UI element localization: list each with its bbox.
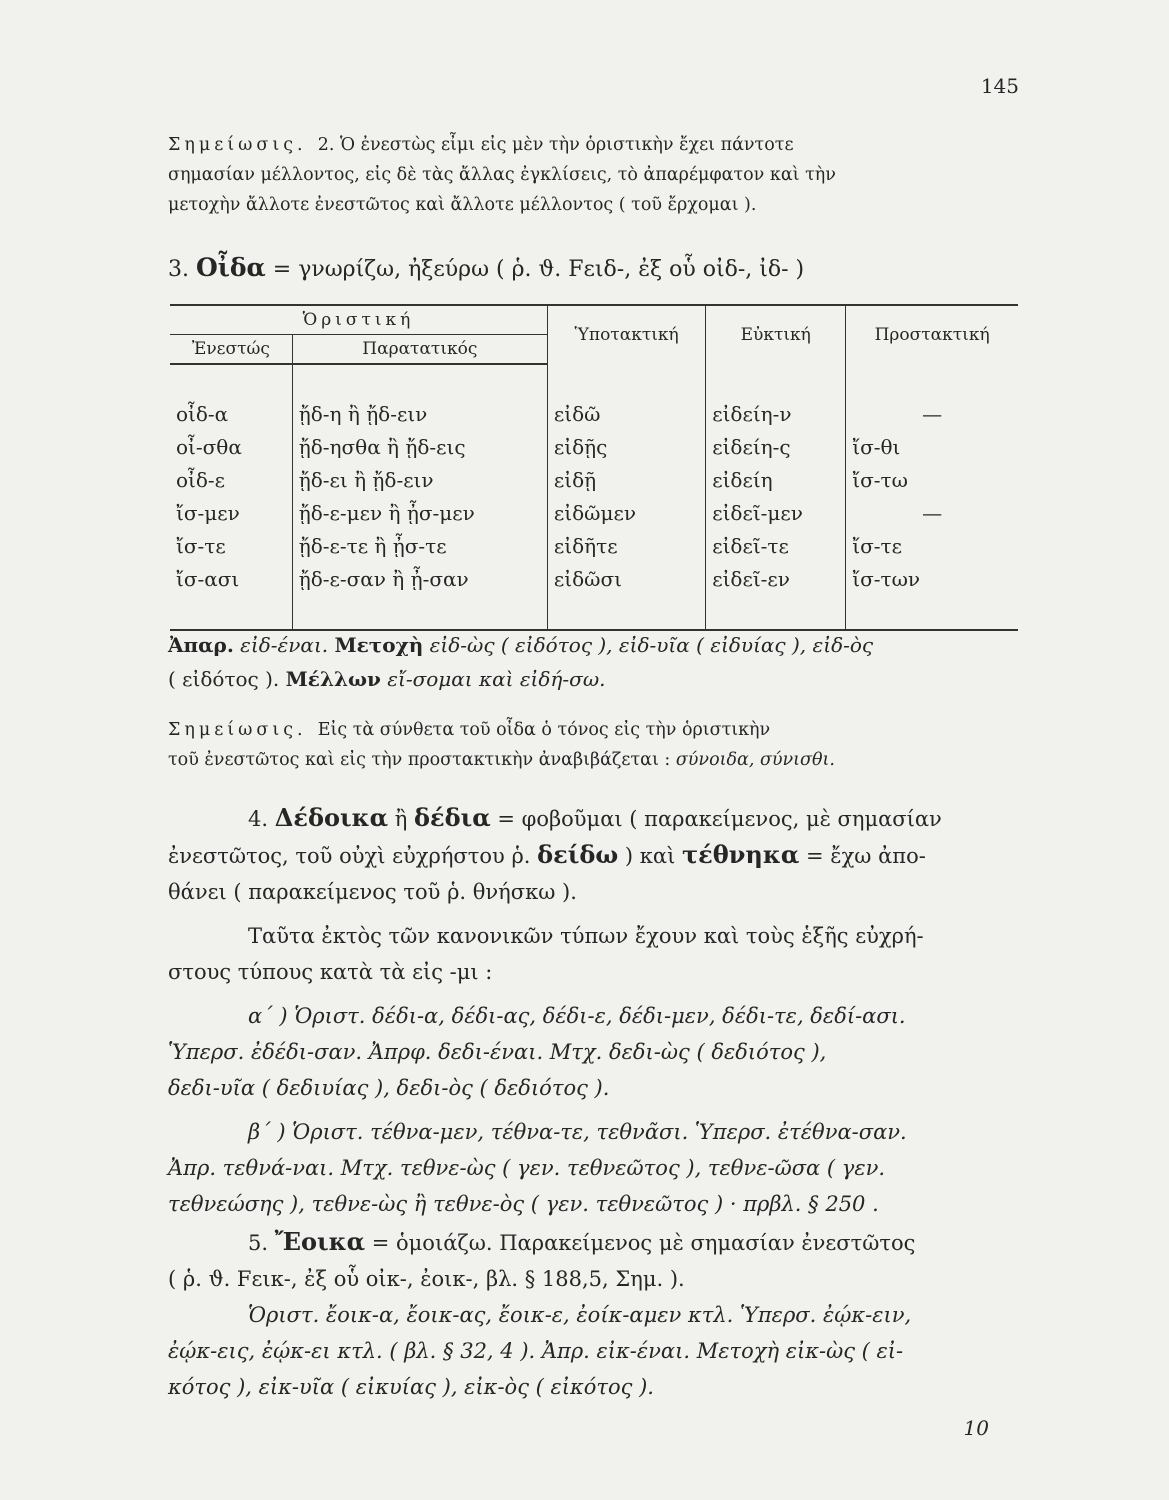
text: Ὁριστ. ἔοικ-α, ἔοικ-ας, ἔοικ-ε, ἐοίκ-αμεν κτλ. Ὑπερσ. ἐῴκ-ειν, <box>248 1303 912 1327</box>
text: ( ῥ. ϑ. Fεικ-, ἐξ οὗ οἰκ-, ἐοικ-, βλ. § 188,5, Σημ. ). <box>168 1267 685 1291</box>
section-number: 4. <box>248 807 269 831</box>
form-list-b: β΄ ) Ὁριστ. τέθνα-μεν, τέθνα-τε, τεθνᾶσι. Ὑπερσ. ἐτέθνα-σαν. <box>248 1120 907 1144</box>
table-cell: ᾔδ-ε-σαν ἢ ᾖ-σαν <box>292 563 547 596</box>
lemma: τέθνηκα <box>682 840 800 869</box>
table-cell: οἶ-σθα <box>170 431 292 464</box>
form-list-b: Ἀπρ. τεθνά-ναι. Μτχ. τεθνε-ὼς ( γεν. τεθνεῶτος ), τεθνε-ῶσα ( γεν. <box>168 1156 886 1180</box>
lemma: Οἶδα <box>196 253 266 282</box>
section-3-heading <box>168 253 1018 282</box>
table-row <box>170 464 1018 497</box>
note-line: Εἰς τὰ σύνθετα τοῦ οἶδα ὁ τόνος εἰς τὴν ὁριστικὴν <box>317 720 771 740</box>
note-2 <box>168 715 1018 775</box>
table-row <box>170 497 1018 530</box>
page-number: 145 <box>980 74 1019 98</box>
table-cell: ἴσ-ασι <box>170 563 292 596</box>
text: ἐῴκ-εις, ἐῴκ-ει κτλ. ( βλ. § 32, 4 ). Ἀπρ. εἰκ-έναι. Μετοχὴ εἰκ-ὼς ( εἰ- <box>168 1339 904 1363</box>
note-label: Σημείωσις. <box>168 135 307 155</box>
table-cell: εἰδεῖ-μεν <box>706 497 846 530</box>
conjugation-table <box>170 304 1018 631</box>
table-cell: εἰδείη-ν <box>706 398 846 431</box>
text: κότος ), εἰκ-υῖα ( εἰκυίας ), εἰκ-ὸς ( εἰκότος ). <box>168 1375 654 1399</box>
table-cell: εἰδῆτε <box>547 530 705 563</box>
metochi-value: εἰδ-ὼς ( εἰδότος ), εἰδ-υῖα ( εἰδυίας ), εἰδ-ὸς <box>429 633 874 657</box>
or-word: ἢ <box>394 807 408 831</box>
table-cell: ᾔδ-ει ἢ ᾔδ-ειν <box>292 464 547 497</box>
section-number: 5. <box>248 1231 269 1255</box>
text: θάνει ( παρακείμενος τοῦ ῥ. θνήσκω ). <box>168 880 577 904</box>
text: = ὁμοιάζω. Παρακείμενος μὲ σημασίαν ἐνεστῶτος <box>371 1231 916 1255</box>
metochi-label: Μετοχὴ <box>334 633 424 657</box>
text: ἐνεστῶτος, τοῦ οὐχὶ εὐχρήστου ῥ. <box>168 844 531 868</box>
text: = ἔχω ἀπο- <box>806 844 926 868</box>
table-header: Παρατατικός <box>292 335 547 365</box>
table-cell: οἶδ-ε <box>170 464 292 497</box>
note-examples: σύνοιδα, σύνισθι. <box>675 750 835 770</box>
signature-number: 10 <box>963 1416 989 1440</box>
table-row <box>170 398 1018 431</box>
table-cell: ᾔδ-ε-μεν ἢ ᾖσ-μεν <box>292 497 547 530</box>
form-list-a: δεδι-υῖα ( δεδιυίας ), δεδι-ὸς ( δεδιότος ). <box>168 1076 610 1100</box>
table-cell: ᾔδ-ησθα ἢ ᾔδ-εις <box>292 431 547 464</box>
heading-text: = γνωρίζω, ἠξεύρω ( ῥ. ϑ. Fειδ-, ἐξ οὗ οἰδ-, ἰδ- ) <box>272 257 805 282</box>
mellon-label: Μέλλων <box>285 667 381 691</box>
table-cell: — <box>922 501 943 525</box>
table-cell: ἴσ-τε <box>852 534 902 558</box>
infinitive-participle-block <box>168 628 1018 696</box>
note-1 <box>168 130 1018 220</box>
note-label: Σημείωσις. <box>168 720 307 740</box>
table-cell: εἰδείη-ς <box>706 431 846 464</box>
table-cell: εἰδεῖ-εν <box>706 563 846 596</box>
table-cell: εἰδείη <box>706 464 846 497</box>
section-4 <box>168 800 1018 1222</box>
table-cell: εἰδῶσι <box>547 563 705 596</box>
table-group-header: Ὁριστική <box>170 305 547 335</box>
table-cell: εἰδεῖ-τε <box>706 530 846 563</box>
note-line: μετοχὴν ἄλλοτε ἐνεστῶτος καὶ ἄλλοτε μέλλοντος ( τοῦ ἔρχομαι ). <box>168 195 757 215</box>
table-header: Προστακτική <box>874 325 990 345</box>
section-number: 3. <box>168 257 189 282</box>
lemma: Δέδοικα <box>274 803 389 832</box>
apar-value: εἰδ-έναι. <box>240 633 329 657</box>
table-cell: ἴσ-τε <box>170 530 292 563</box>
note-line: τοῦ ἐνεστῶτος καὶ εἰς τὴν προστακτικὴν ἀναβιβάζεται : <box>168 750 671 770</box>
table-cell: εἰδῶ <box>547 398 705 431</box>
table-row <box>170 431 1018 464</box>
form-list-b: τεθνεώσης ), τεθνε-ὼς ἢ τεθνε-ὸς ( γεν. τεθνεῶτος ) · πρβλ. § 250 . <box>168 1192 879 1216</box>
note-line: σημασίαν μέλλοντος, εἰς δὲ τὰς ἄλλας ἐγκλίσεις, τὸ ἀπαρέμφατον καὶ τὴν <box>168 165 836 185</box>
note-line: 2. Ὁ ἐνεστὼς εἶμι εἰς μὲν τὴν ὁριστικὴν ἔχει πάντοτε <box>317 135 794 155</box>
section-5 <box>168 1224 1018 1405</box>
table-header: Ὑποτακτική <box>547 305 705 364</box>
table-cell: ᾔδ-η ἢ ᾔδ-ειν <box>292 398 547 431</box>
text: ) καὶ <box>624 844 676 868</box>
table-cell: — <box>922 402 943 426</box>
table-cell: ἴσ-τω <box>852 468 908 492</box>
form-list-a: α΄ ) Ὁριστ. δέδι-α, δέδι-ας, δέδι-ε, δέδι-μεν, δέδι-τε, δεδί-ασι. <box>248 1004 906 1028</box>
table-row <box>170 563 1018 596</box>
form-list-a: Ὑπερσ. ἐδέδι-σαν. Ἀπρφ. δεδι-έναι. Μτχ. δεδι-ὼς ( δεδιότος ), <box>168 1040 827 1064</box>
lemma: δείδω <box>537 840 619 869</box>
table-cell: εἰδῇς <box>547 431 705 464</box>
table-cell: ἴσ-των <box>852 567 921 591</box>
text: Ταῦτα ἐκτὸς τῶν κανονικῶν τύπων ἔχουν καὶ τοὺς ἑξῆς εὐχρή- <box>248 924 924 948</box>
apar-label: Ἀπαρ. <box>168 633 234 657</box>
metochi-gen: ( εἰδότος ). <box>168 667 280 691</box>
table-cell: ἴσ-θι <box>852 435 901 459</box>
table-cell: οἶδ-α <box>170 398 292 431</box>
table-cell: ἴσ-μεν <box>170 497 292 530</box>
lemma: Ἔοικα <box>274 1227 366 1256</box>
text: = φοβοῦμαι ( παρακείμενος, μὲ σημασίαν <box>497 807 942 831</box>
text: στους τύπους κατὰ τὰ εἰς -μι : <box>168 960 493 984</box>
mellon-value: εἴ-σομαι καὶ εἰδή-σω. <box>387 667 606 691</box>
table-cell: εἰδῶμεν <box>547 497 705 530</box>
table-cell: εἰδῇ <box>547 464 705 497</box>
table-header: Ἐνεστώς <box>170 335 292 365</box>
table-row <box>170 530 1018 563</box>
lemma: δέδια <box>414 803 491 832</box>
table-cell: ᾔδ-ε-τε ἢ ᾖσ-τε <box>292 530 547 563</box>
table-header: Εὐκτική <box>706 305 846 364</box>
